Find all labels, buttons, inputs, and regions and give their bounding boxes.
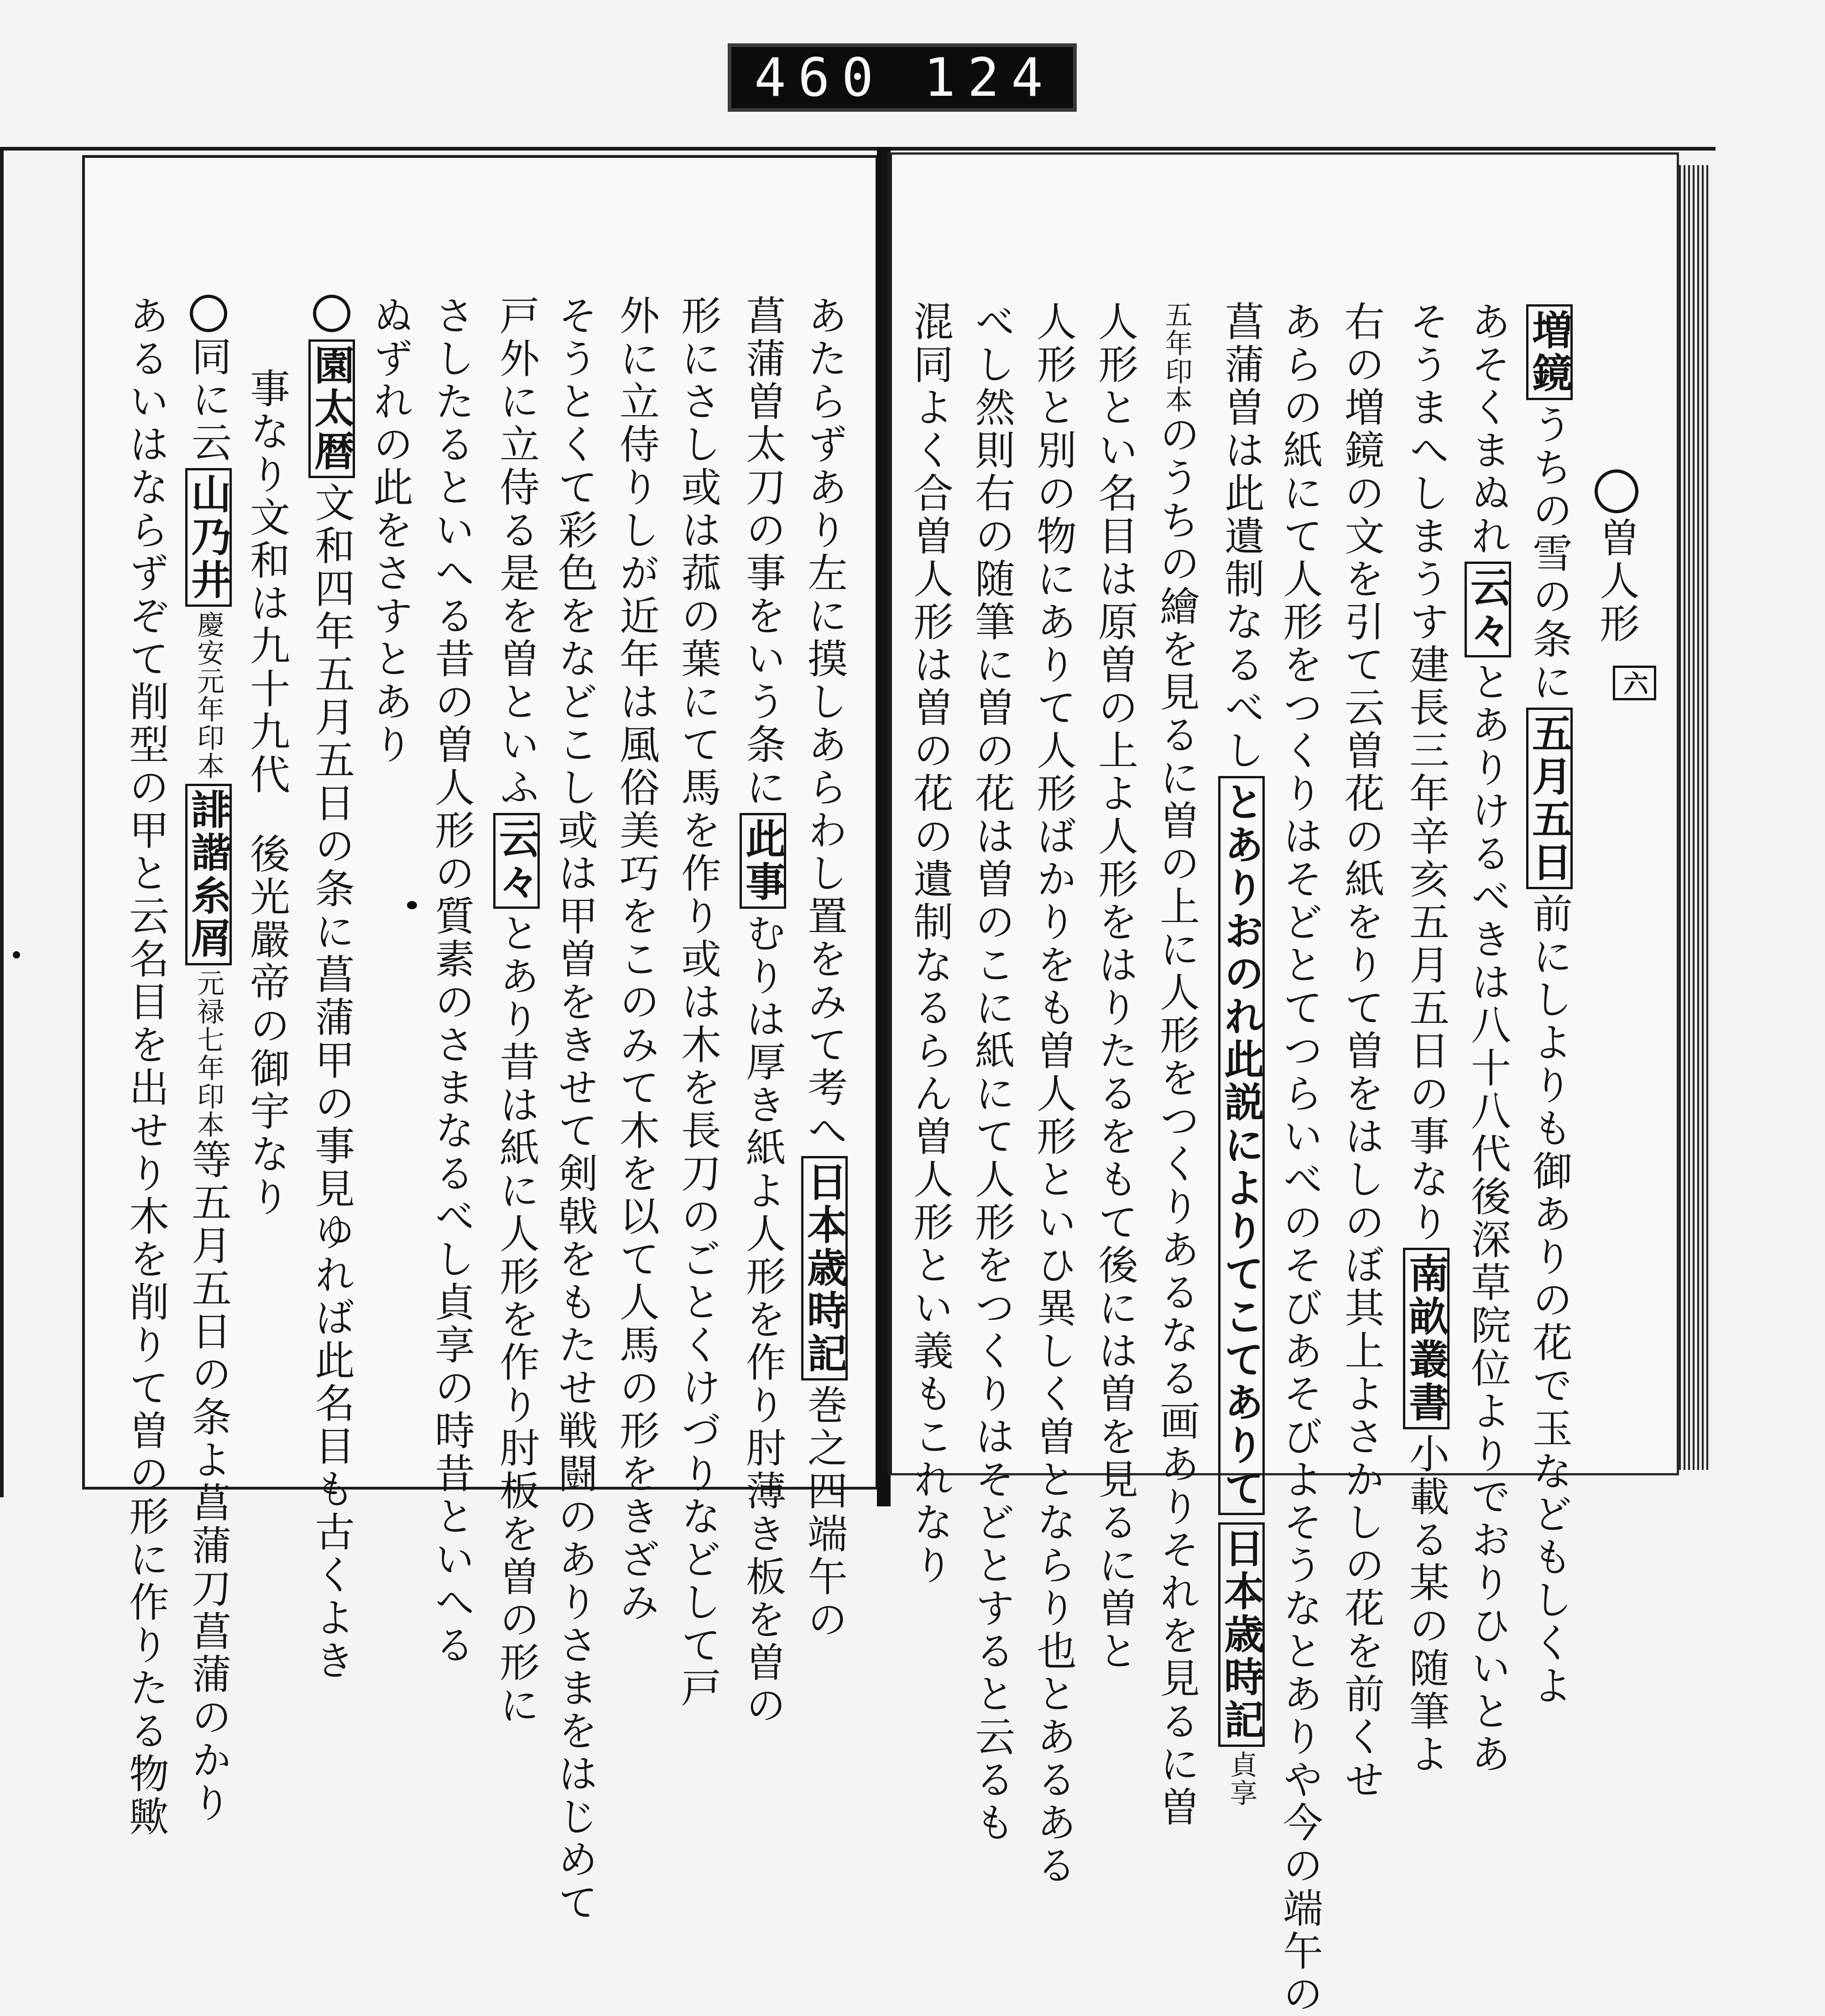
page-edges: [1679, 165, 1711, 1470]
catalog-number-left: 460: [754, 47, 886, 109]
title-circle-marker: [1595, 469, 1638, 513]
text-column: そうまへしまうす建長三年辛亥五月五日の事なり南畝叢書小載る某の随筆よ: [1403, 301, 1450, 1776]
text-column: 事なり文和は九十九代後光嚴帝の御宇なり: [244, 368, 291, 1219]
ink-speck: [407, 901, 417, 909]
page-number: 六: [1613, 666, 1656, 700]
entry-circle-marker: [190, 295, 227, 332]
catalog-number-right: 124: [923, 47, 1055, 109]
text-column: ぬずれの此をさすとあり: [367, 295, 414, 766]
text-column: 菖蒲曽太刀の事をいう条に此事むりは厚き紙よ人形を作り肘薄き板を曽の: [739, 295, 787, 1727]
left-page: [82, 155, 878, 1924]
right-page: [887, 152, 1679, 2016]
text-column: 右の増鏡の文を引て云曽花の紙をりて曽をはしのぼ其上よさかしの花を前くせ: [1338, 301, 1385, 1802]
text-column: 増鏡うちの雪の条に五月五日前にしよりも御ありの花で玉などもしくよ: [1526, 301, 1573, 1619]
entry-circle-marker: [313, 295, 350, 332]
text-column: 菖蒲曽は此遺制なるべしとありおのれ此説によりてこてありて日本歳時記貞享: [1218, 301, 1265, 1807]
text-column: 五年印本のうちの繪を見るに曽の上に人形をつくりあるなる画ありそれを見るに曽: [1153, 301, 1200, 1829]
text-column: 戸外に立侍る是を曽といふ云々とあり昔は紙に人形を作り肘板を曽の形に: [493, 295, 540, 1727]
text-column: あそくまぬれ云々とありけるべきは八十八代後深草院位よりでおりひいとあ: [1464, 301, 1512, 1776]
text-column: そうとくて彩色をなどこし或は甲曽をきせて剣戟をもたせ戦闘のありさまをはじめて: [552, 295, 599, 1924]
text-column: さしたるといへる昔の曽人形の質素のさまなるべし貞享の時昔といへる: [428, 295, 475, 1667]
text-column: 園太暦文和四年五月五日の条に菖蒲甲の事見ゆれば此名目も古くよき: [308, 295, 355, 1624]
text-column: 人形とい名目は原曽の上よ人形をはりたるをもて後には曽を見るに曽と: [1092, 301, 1139, 1673]
text-column: 形にさし或は菰の葉にて馬を作り或は木を長刀のごとくけづりなどして戸: [675, 295, 722, 1710]
text-column: 混同よく合曽人形は曽の花の遺制なるらん曽人形とい義もこれなり: [907, 301, 954, 1587]
section-title: 曽人形: [1595, 469, 1638, 1788]
text-column: あらの紙にて人形をつくりはそどとてつらいべのそびあそびよそうなとありや今の端午の: [1277, 301, 1324, 2016]
open-book: [0, 147, 1716, 2016]
catalog-label: [728, 43, 1077, 112]
text-column: あるいはならずぞて削型の甲と云名目を出せり木を削りて曽の形に作りたる物歟: [123, 295, 170, 1839]
text-column: 同に云山乃井慶安元年印本誹諧糸屑元禄七年印本等五月五日の条よ菖蒲刀菖蒲のかり: [185, 295, 232, 1624]
text-column: 人形と別の物にありて人形ばかりをも曽人形といひ異しく曽とならり也とあるある: [1030, 301, 1077, 1887]
text-column: あたらずあり左に摸しあらわし置をみて考へ日本歳時記巻之四端午の: [801, 295, 848, 1641]
text-column: べし然則右の随筆に曽の花は曽のこに紙にて人形をつくりはそどとすると云るも: [969, 301, 1016, 1844]
text-column: 外に立侍りしが近年は風俗美巧をこのみて木を以て人馬の形をきざみ: [613, 295, 660, 1624]
ink-speck: [13, 951, 20, 959]
